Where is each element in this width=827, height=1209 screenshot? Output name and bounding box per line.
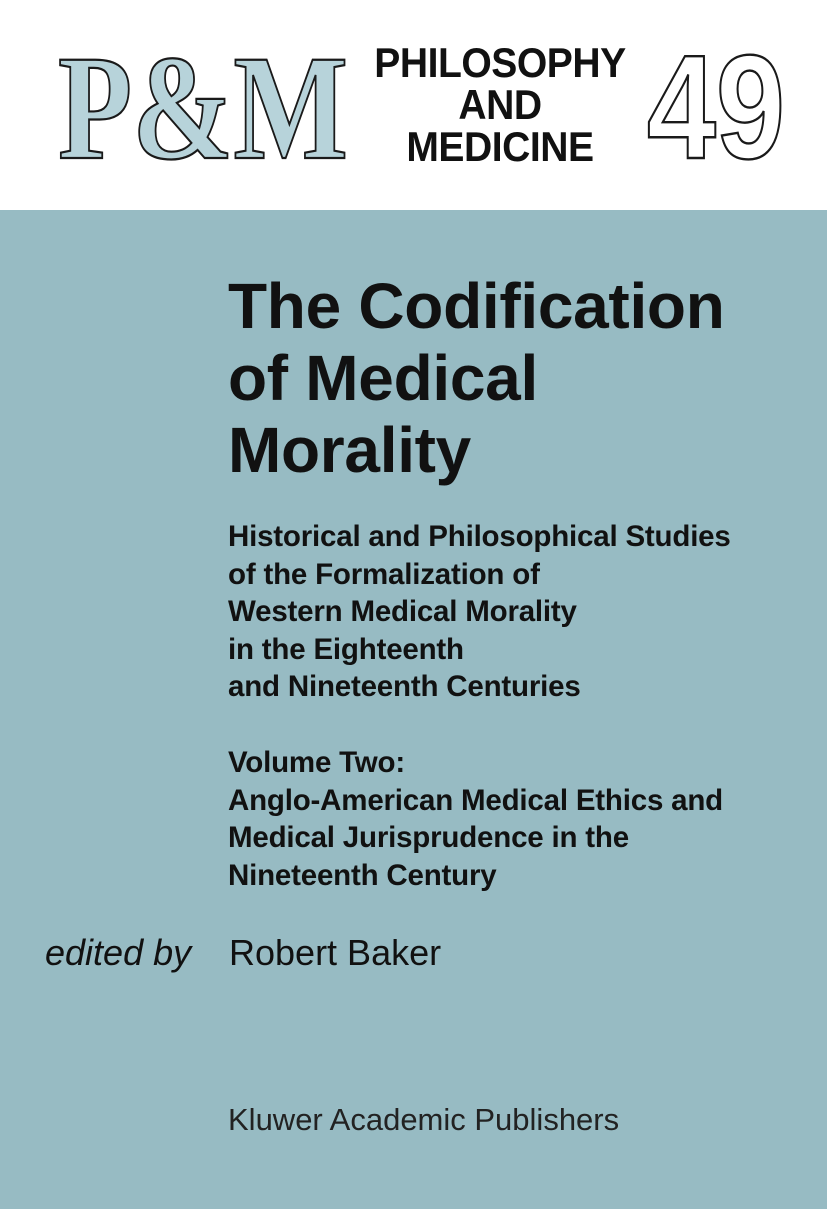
book-subtitle [228,518,823,706]
book-title-line: Morality [228,414,471,486]
publisher-name: Kluwer Academic Publishers [228,1102,620,1137]
book-subtitle-line: and Nineteenth Centuries [228,670,581,703]
series-name-line: MEDICINE [406,123,594,170]
volume-description-line: Medical Jurisprudence in the [228,821,629,854]
volume-description-line: Anglo-American Medical Ethics and [228,783,724,817]
editor-credit [45,930,805,975]
book-subtitle-line: Western Medical Morality [228,595,577,628]
book-subtitle-line: Historical and Philosophical Studies [228,520,731,553]
volume-number-graphic [645,25,795,190]
series-logo [58,25,348,191]
series-name-line: PHILOSOPHY [374,39,626,86]
series-logo-graphic [58,25,348,191]
editor-name: Robert Baker [229,932,442,973]
volume-description-line: Volume Two: [228,746,405,779]
book-subtitle-line: in the Eighteenth [228,632,464,666]
volume-description [228,744,823,894]
volume-number-text: 49 [647,25,785,190]
series-name [350,39,650,170]
book-title-line: of Medical [228,342,538,414]
volume-description-line: Nineteenth Century [228,858,497,892]
book-subtitle-line: of the Formalization of [228,557,540,591]
edited-by-label: edited by [45,932,192,973]
book-title [228,270,818,486]
book-title-line: The Codification [228,270,725,342]
series-name-line: AND [458,81,542,128]
series-volume-number [645,25,795,190]
series-logo-text: P&M [58,25,348,191]
